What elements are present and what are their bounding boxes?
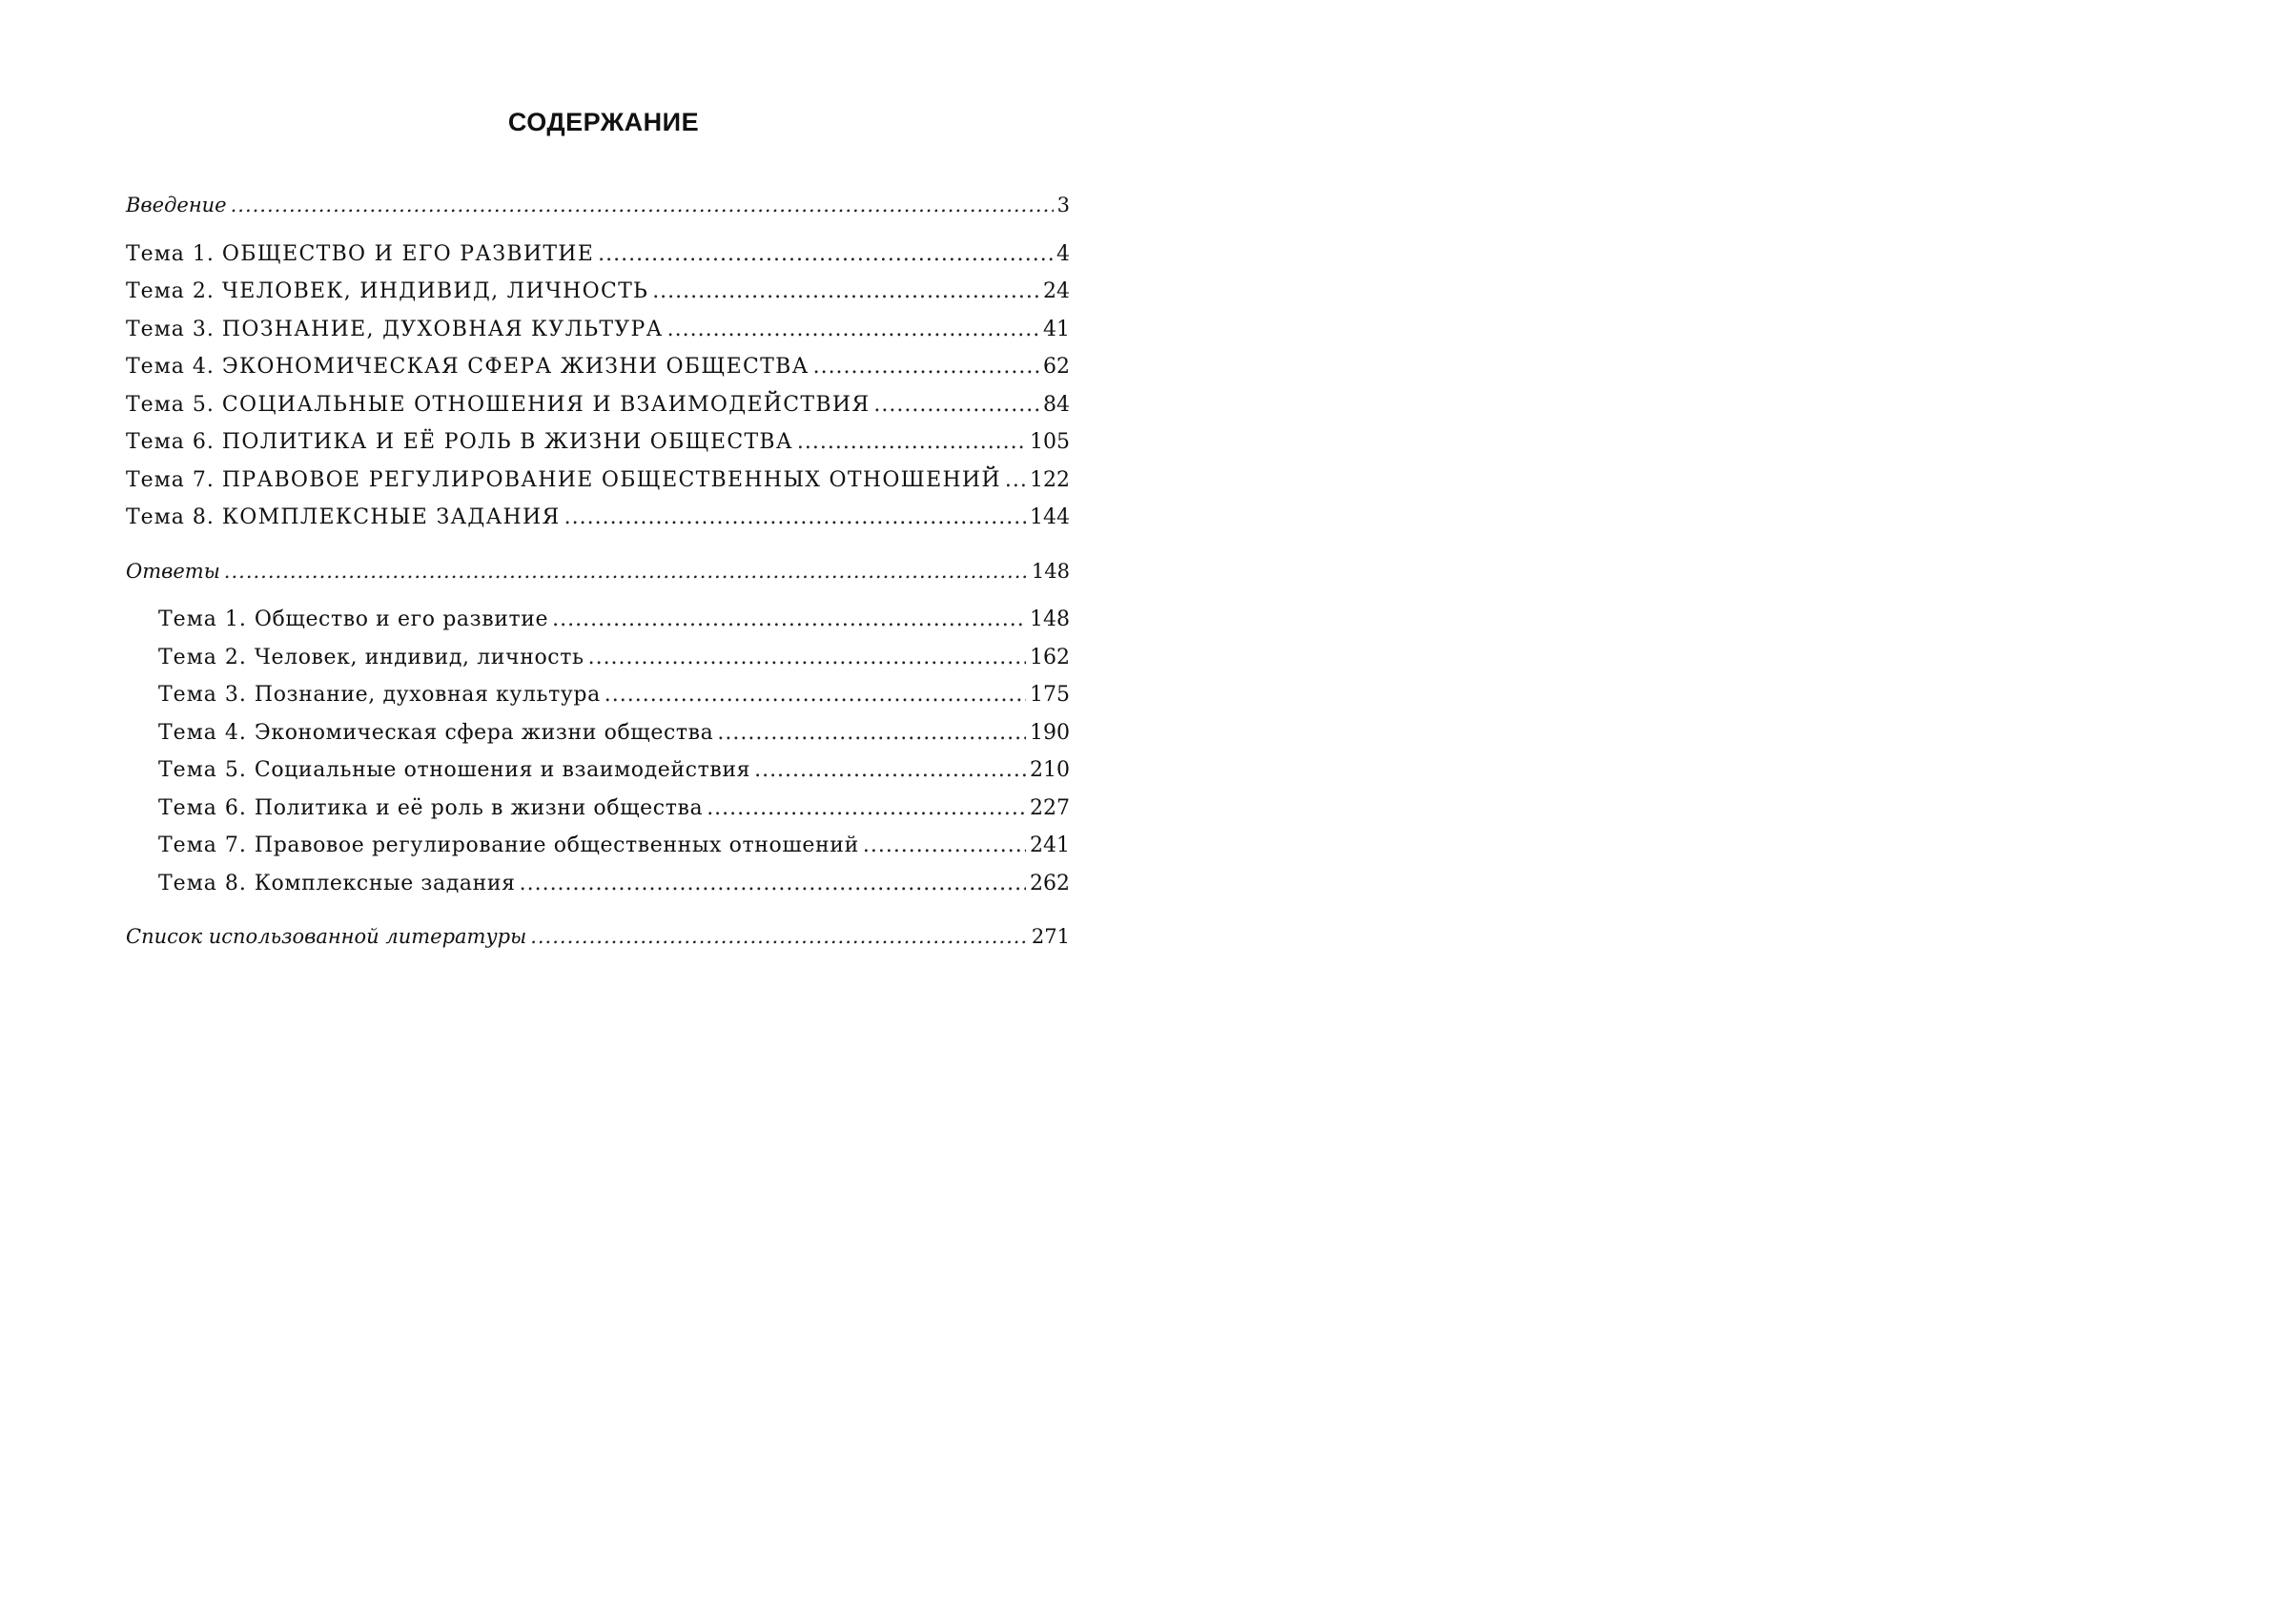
dot-leader xyxy=(520,865,1026,903)
toc-entry-label xyxy=(126,348,810,386)
topic-title: Общество и его развитие xyxy=(254,607,549,631)
dot-leader xyxy=(652,273,1039,311)
toc-entry-topic-7[interactable] xyxy=(126,462,1070,500)
toc-entry-page: 62 xyxy=(1043,355,1070,379)
topic-number: Тема 7. xyxy=(126,467,215,492)
toc-entry-page: 162 xyxy=(1030,645,1070,669)
dot-leader xyxy=(873,386,1039,424)
dot-leader xyxy=(564,499,1026,537)
toc-entry-answer-topic-5[interactable] xyxy=(126,751,1070,790)
topic-number: Тема 6. xyxy=(158,795,247,820)
toc-entry-topic-3[interactable] xyxy=(126,311,1070,349)
toc-entry-label xyxy=(126,236,594,274)
toc-entry-label xyxy=(126,273,648,311)
toc-entry-label: Список использованной литературы xyxy=(126,925,527,948)
toc-entry-page: 4 xyxy=(1056,241,1070,266)
toc-entry-label xyxy=(158,751,750,790)
topic-title: ПОЗНАНИЕ, ДУХОВНАЯ КУЛЬТУРА xyxy=(221,317,664,341)
topic-title: Социальные отношения и взаимодействия xyxy=(254,758,751,782)
topic-title: Экономическая сфера жизни общества xyxy=(254,720,714,745)
topic-number: Тема 7. xyxy=(158,833,247,857)
dot-leader xyxy=(530,918,1028,957)
topic-title: КОМПЛЕКСНЫЕ ЗАДАНИЯ xyxy=(221,505,561,529)
topic-number: Тема 5. xyxy=(126,392,215,417)
topic-number: Тема 3. xyxy=(158,683,247,707)
toc-entry-page: 190 xyxy=(1030,720,1070,745)
toc-entry-label xyxy=(126,386,870,424)
topic-number: Тема 2. xyxy=(126,279,215,303)
toc-entry-page: 41 xyxy=(1043,317,1070,341)
toc-entry-page: 144 xyxy=(1030,505,1070,529)
toc-entry-intro[interactable] xyxy=(126,187,1070,225)
topic-number: Тема 4. xyxy=(126,355,215,379)
topic-title: ПРАВОВОЕ РЕГУЛИРОВАНИЕ ОБЩЕСТВЕННЫХ ОТНОШЕНИЙ xyxy=(221,467,1001,492)
toc-entry-label: Ответы xyxy=(126,559,220,583)
toc-entry-answer-topic-4[interactable] xyxy=(126,714,1070,752)
toc-entry-page: 271 xyxy=(1031,925,1070,948)
page-title: СОДЕРЖАНИЕ xyxy=(507,108,700,136)
dot-leader xyxy=(1005,462,1026,500)
toc-entry-label xyxy=(158,865,516,903)
toc-entry-answer-topic-3[interactable] xyxy=(126,676,1070,714)
toc-entry-page: 210 xyxy=(1030,758,1070,782)
toc-entry-page: 241 xyxy=(1030,833,1070,857)
dot-leader xyxy=(707,790,1026,828)
topic-title: ПОЛИТИКА И ЕЁ РОЛЬ В ЖИЗНИ ОБЩЕСТВА xyxy=(221,430,793,454)
toc-entry-answer-topic-2[interactable] xyxy=(126,639,1070,677)
toc-entry-page: 24 xyxy=(1043,279,1070,303)
toc-entry-topic-5[interactable] xyxy=(126,386,1070,424)
toc-entry-label xyxy=(158,639,584,677)
topic-title: ЭКОНОМИЧЕСКАЯ СФЕРА ЖИЗНИ ОБЩЕСТВА xyxy=(221,355,810,379)
topic-number: Тема 3. xyxy=(126,317,215,341)
dot-leader xyxy=(598,236,1053,274)
toc-entry-topic-1[interactable] xyxy=(126,236,1070,274)
topic-number: Тема 1. xyxy=(126,241,215,266)
dot-leader xyxy=(717,714,1026,752)
toc-entry-label xyxy=(158,790,703,828)
toc-entry-page: 175 xyxy=(1030,683,1070,707)
dot-leader xyxy=(588,639,1026,677)
toc-entry-bibliography[interactable] xyxy=(126,918,1070,957)
dot-leader xyxy=(605,676,1026,714)
toc-entry-answer-topic-8[interactable] xyxy=(126,865,1070,903)
toc-entry-label xyxy=(158,714,713,752)
toc-list xyxy=(126,187,1070,957)
topic-number: Тема 8. xyxy=(158,871,247,895)
dot-leader xyxy=(754,751,1026,790)
topic-title: СОЦИАЛЬНЫЕ ОТНОШЕНИЯ И ВЗАИМОДЕЙСТВИЯ xyxy=(221,392,871,417)
dot-leader xyxy=(863,827,1026,865)
dot-leader xyxy=(813,348,1039,386)
toc-entry-page: 262 xyxy=(1030,871,1070,895)
toc-entry-label xyxy=(158,601,548,639)
topic-number: Тема 8. xyxy=(126,505,215,529)
topic-title: Познание, духовная культура xyxy=(254,683,601,707)
toc-entry-label: Введение xyxy=(126,194,227,216)
toc-entry-label xyxy=(158,676,601,714)
toc-entry-page: 122 xyxy=(1030,467,1070,492)
dot-leader xyxy=(797,423,1026,462)
toc-entry-topic-4[interactable] xyxy=(126,348,1070,386)
topic-title: Правовое регулирование общественных отношений xyxy=(254,833,859,857)
toc-entry-topic-8[interactable] xyxy=(126,499,1070,537)
topic-title: ОБЩЕСТВО И ЕГО РАЗВИТИЕ xyxy=(221,241,595,266)
toc-entry-page: 84 xyxy=(1043,392,1070,417)
toc-entry-answer-topic-6[interactable] xyxy=(126,790,1070,828)
dot-leader xyxy=(224,553,1028,591)
topic-number: Тема 6. xyxy=(126,430,215,454)
toc-entry-answers[interactable] xyxy=(126,553,1070,591)
toc-entry-page: 227 xyxy=(1030,795,1070,820)
dot-leader xyxy=(667,311,1039,349)
toc-entry-page: 148 xyxy=(1030,607,1070,631)
toc-entry-label xyxy=(126,423,793,462)
toc-entry-answer-topic-1[interactable] xyxy=(126,601,1070,639)
toc-entry-topic-2[interactable] xyxy=(126,273,1070,311)
topic-title: Комплексные задания xyxy=(254,871,516,895)
topic-title: Человек, индивид, личность xyxy=(254,645,584,669)
toc-entry-page: 3 xyxy=(1056,194,1070,216)
topic-number: Тема 2. xyxy=(158,645,247,669)
topic-title: Политика и её роль в жизни общества xyxy=(254,795,704,820)
toc-entry-label xyxy=(126,499,561,537)
toc-entry-label xyxy=(126,311,664,349)
topic-title: ЧЕЛОВЕК, ИНДИВИД, ЛИЧНОСТЬ xyxy=(221,279,649,303)
topic-number: Тема 1. xyxy=(158,607,247,631)
toc-entry-answer-topic-7[interactable] xyxy=(126,827,1070,865)
topic-number: Тема 5. xyxy=(158,758,247,782)
toc-entry-page: 105 xyxy=(1030,430,1070,454)
toc-entry-topic-6[interactable] xyxy=(126,423,1070,462)
toc-entry-label xyxy=(158,827,859,865)
dot-leader xyxy=(552,601,1026,639)
toc-entry-label xyxy=(126,462,1001,500)
dot-leader xyxy=(231,187,1054,225)
toc-entry-page: 148 xyxy=(1031,559,1070,583)
topic-number: Тема 4. xyxy=(158,720,247,745)
table-of-contents-page xyxy=(126,103,1070,957)
